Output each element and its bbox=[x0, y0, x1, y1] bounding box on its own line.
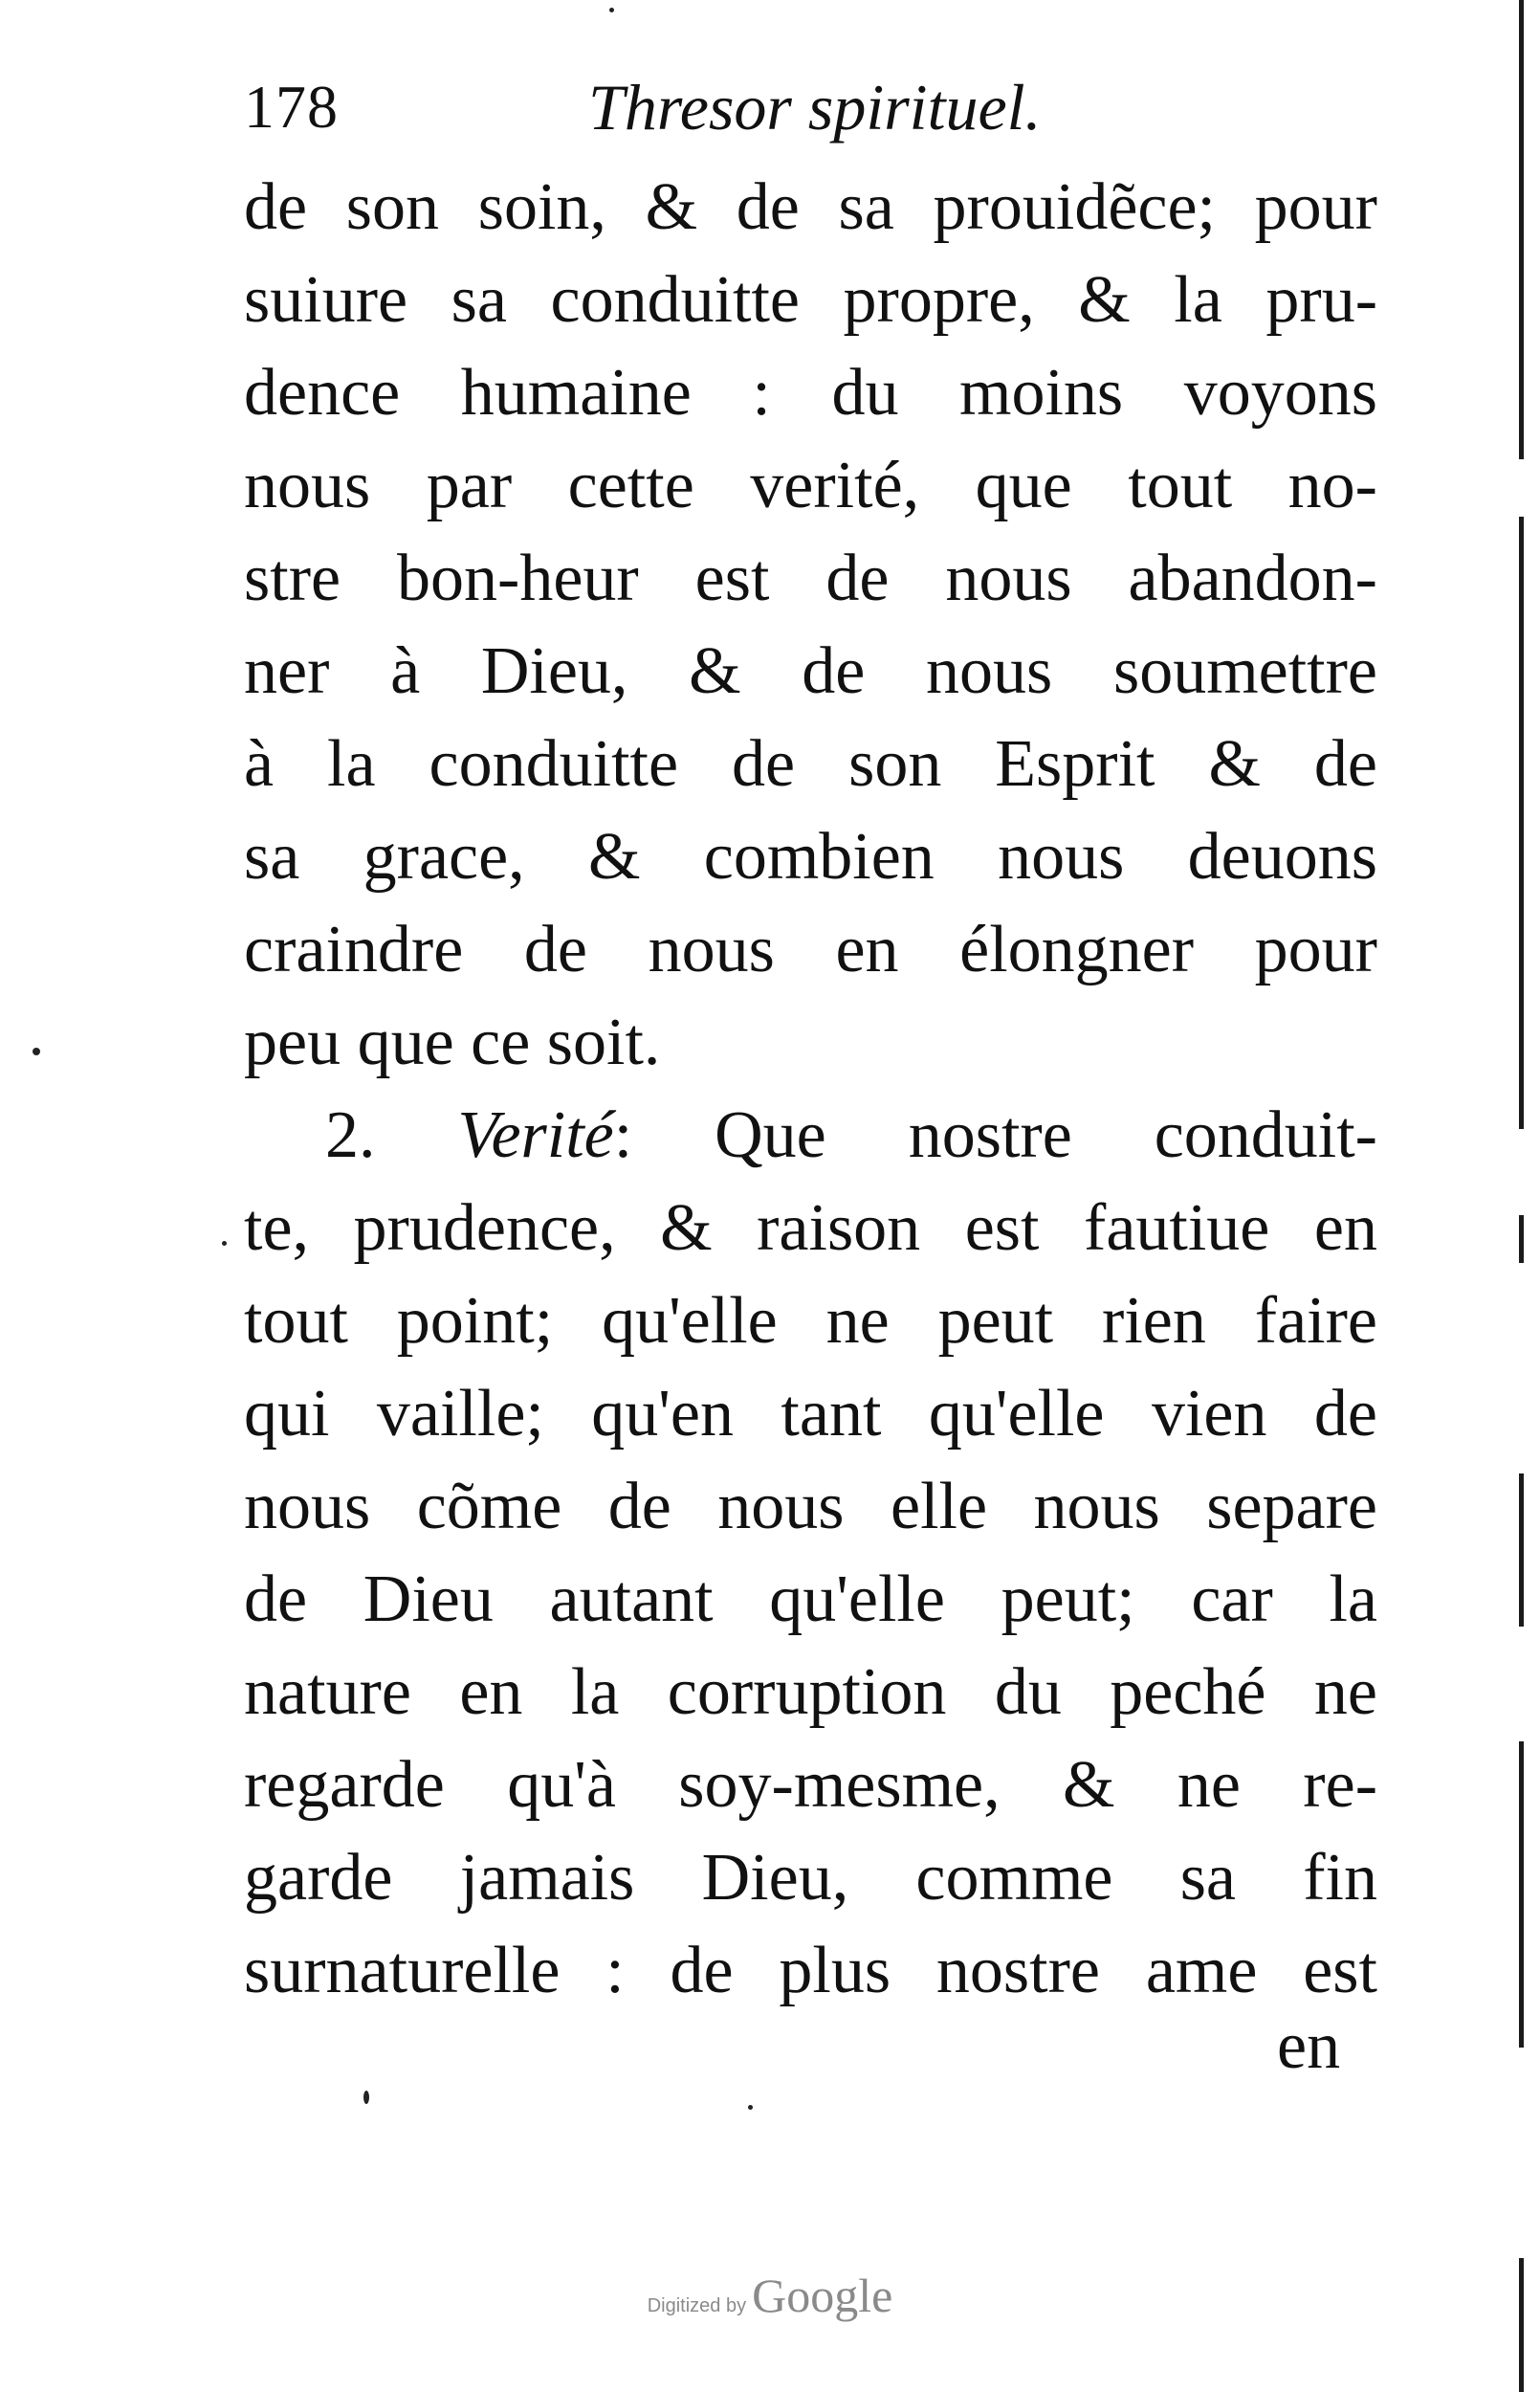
text-line: nous cõme de nous elle nous separe bbox=[244, 1470, 1377, 1543]
rule-gap bbox=[1517, 1263, 1526, 1473]
rule-gap bbox=[1517, 2048, 1526, 2258]
digitized-label: Digitized by bbox=[647, 2295, 747, 2316]
text-line: peu que ce soit. bbox=[244, 1006, 661, 1079]
text-line: sa grace, & combien nous deuons bbox=[244, 820, 1377, 894]
text-line: à la conduitte de son Esprit & de bbox=[244, 727, 1377, 801]
ink-speck bbox=[33, 1048, 40, 1055]
page-header bbox=[244, 59, 1200, 155]
rule-gap bbox=[1517, 459, 1526, 517]
running-title: Thresor spirituel. bbox=[588, 71, 1042, 144]
text-line: regarde qu'à soy-mesme, & ne re- bbox=[244, 1748, 1377, 1822]
text-line: dence humaine : du moins voyons bbox=[244, 356, 1377, 430]
verite-heading-line bbox=[244, 1089, 1377, 1182]
verite-number: 2. bbox=[325, 1098, 376, 1172]
body-text bbox=[244, 161, 1377, 2017]
verite-label: Verité bbox=[457, 1098, 614, 1172]
text-line: surnaturelle : de plus nostre ame est bbox=[244, 1934, 1377, 2007]
text-line: tout point; qu'elle ne peut rien faire bbox=[244, 1284, 1377, 1358]
google-wordmark: Google bbox=[752, 2269, 893, 2322]
text-line: stre bon-heur est de nous abandon- bbox=[244, 542, 1377, 615]
ink-speck bbox=[748, 2105, 753, 2110]
text-line: craindre de nous en élongner pour bbox=[244, 913, 1377, 986]
page-number: 178 bbox=[244, 73, 339, 141]
digitization-watermark bbox=[0, 2268, 1540, 2323]
text-line: de son soin, & de sa prouidẽce; pour bbox=[244, 170, 1377, 244]
rule-gap bbox=[1517, 1627, 1526, 1741]
text-line: te, prudence, & raison est fautiue en bbox=[244, 1191, 1377, 1265]
text-line: nous par cette verité, que tout no- bbox=[244, 449, 1377, 522]
text-line: ner à Dieu, & de nous soumettre bbox=[244, 634, 1377, 708]
text-line: de Dieu autant qu'elle peut; car la bbox=[244, 1562, 1377, 1636]
ink-speck bbox=[609, 8, 614, 12]
catchword: en bbox=[1277, 2009, 1341, 2083]
ink-speck bbox=[363, 2091, 369, 2104]
rule-gap bbox=[1517, 1129, 1526, 1215]
verite-text: : Que nostre conduit- bbox=[613, 1098, 1377, 1172]
text-line: nature en la corruption du peché ne bbox=[244, 1655, 1377, 1729]
text-line: qui vaille; qu'en tant qu'elle vien de bbox=[244, 1377, 1377, 1451]
text-line: garde jamais Dieu, comme sa fin bbox=[244, 1841, 1377, 1915]
text-line: suiure sa conduitte propre, & la pru- bbox=[244, 263, 1377, 337]
ink-speck bbox=[222, 1241, 227, 1246]
